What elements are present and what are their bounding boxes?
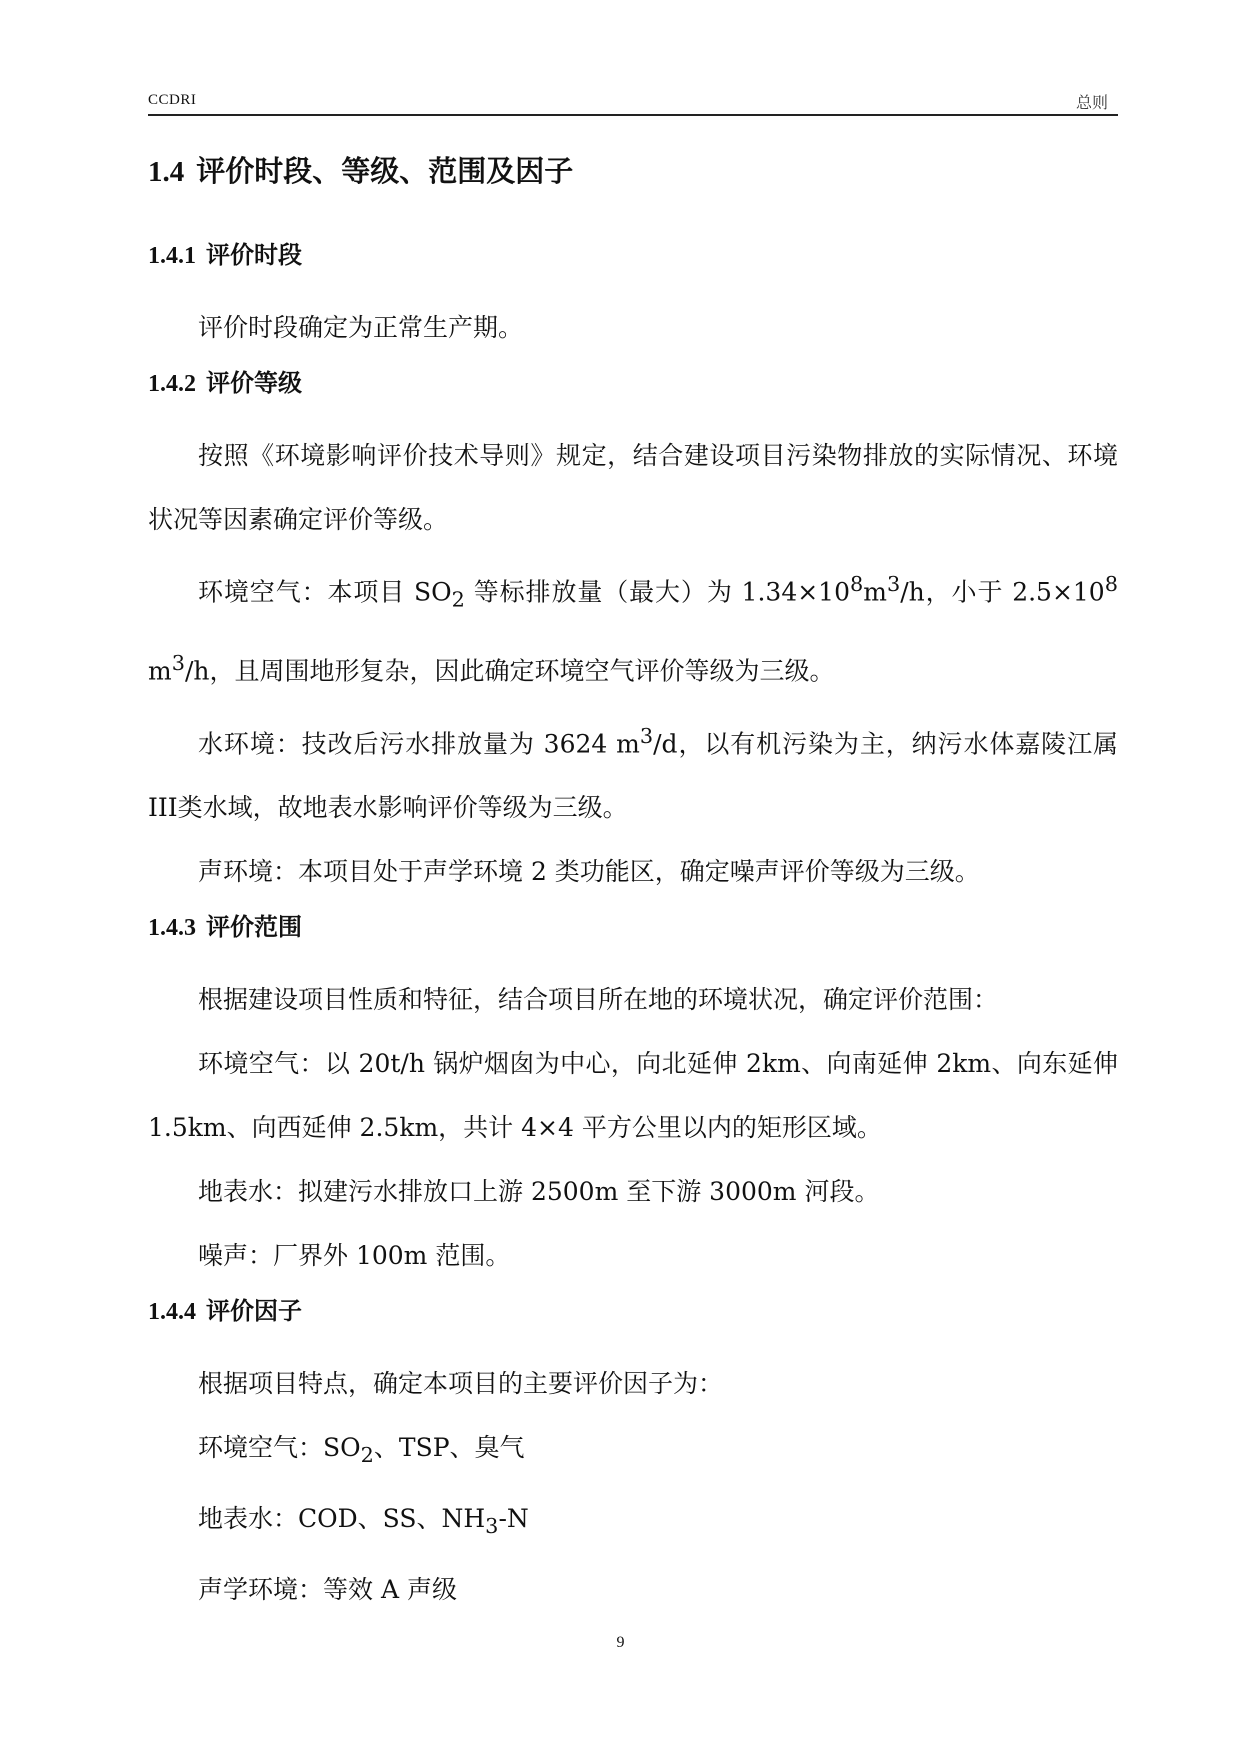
paragraph: 评价时段确定为正常生产期。 — [198, 313, 524, 342]
paragraph-noise-factors: 声学环境：等效 A 声级 — [198, 1574, 457, 1604]
paragraph: 根据项目特点，确定本项目的主要评价因子为： — [198, 1368, 724, 1398]
subsection-heading-1-4-4: 1.4.4 评价因子 — [148, 1296, 302, 1325]
page-number: 9 — [616, 1634, 625, 1651]
header-org: CCDRI — [148, 92, 197, 108]
document-body — [148, 150, 1118, 1622]
header-chapter: 总则 — [1075, 93, 1108, 112]
paragraph: 根据建设项目性质和特征，结合项目所在地的环境状况，确定评价范围： — [198, 984, 999, 1014]
paragraph-water-grade: 水环境：技改后污水排放量为 3624 $m^3/d$，以有机污染为主，纳污水体嘉陵江属III类水域，故地表水影响评价等级为三级。 — [148, 723, 1118, 822]
paragraph-water-factors: 地表水：COD、SS、$NH_3-N$ — [198, 1503, 529, 1538]
paragraph-air-factors: 环境空气：$SO_2$、TSP、臭气 — [198, 1432, 525, 1467]
paragraph-air-range: 环境空气：以 20t/h 锅炉烟囱为中心，向北延伸 2km、向南延伸 2km、向东延伸 1.5km、向西延伸 2.5km，共计 4×4 平方公里以内的矩形区域。 — [148, 1048, 1118, 1142]
paragraph-air-grade: 环境空气：本项目 $SO_2$ 等标排放量（最大）为 $1.34\times 10^8m^3/h$，小于 $2.5\times 10^8$ $m^3/h$，且周围地形复杂，因此确定环境空气评价等级为三级。 — [148, 572, 1118, 686]
subsection-heading-1-4-1: 1.4.1 评价时段 — [148, 241, 302, 269]
subsection-heading-1-4-3: 1.4.3 评价范围 — [148, 912, 302, 941]
paragraph: 按照《环境影响评价技术导则》规定，结合建设项目污染物排放的实际情况、环境状况等因素确定评价等级。 — [148, 441, 1118, 534]
page-header — [148, 88, 1118, 116]
subsection-heading-1-4-2: 1.4.2 评价等级 — [148, 369, 302, 397]
paragraph-noise-grade: 声环境：本项目处于声学环境 2 类功能区，确定噪声评价等级为三级。 — [198, 856, 980, 886]
section-heading: 1.4 评价时段、等级、范围及因子 — [148, 154, 574, 188]
paragraph-noise-range: 噪声：厂界外 100m 范围。 — [198, 1240, 511, 1270]
paragraph-water-range: 地表水：拟建污水排放口上游 2500m 至下游 3000m 河段。 — [198, 1176, 880, 1206]
